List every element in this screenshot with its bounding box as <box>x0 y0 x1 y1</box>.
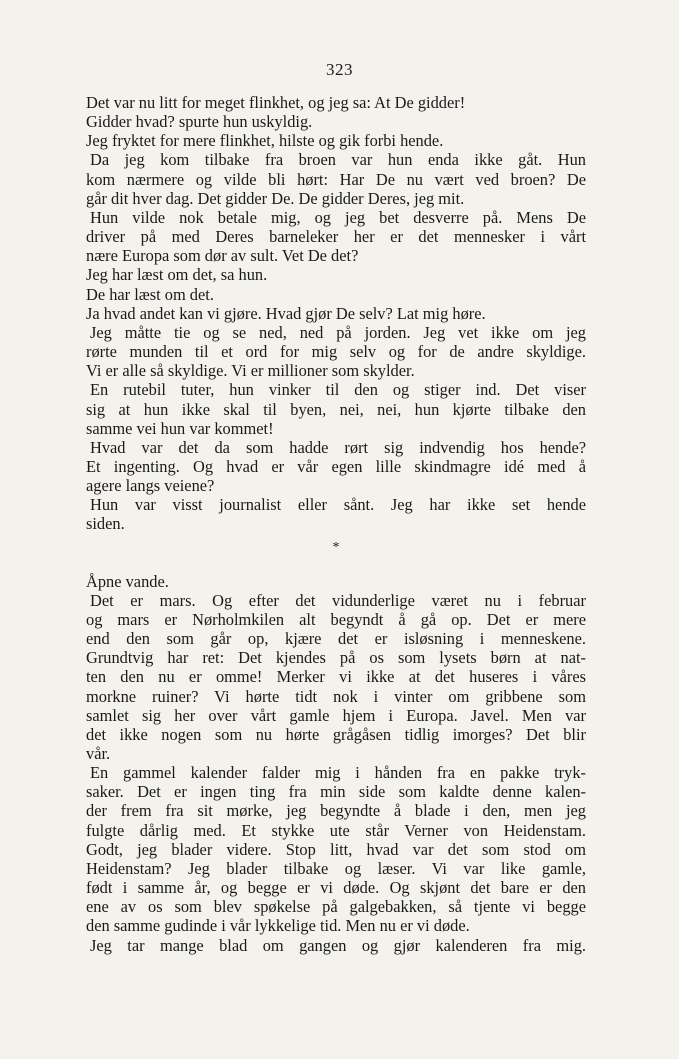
text-line: siden. <box>86 514 125 534</box>
text-line: Det er mars. Og efter det vidunderlige været nu i februar <box>90 590 586 610</box>
text-line: sig at hun ikke skal til byen, nei, nei, hun kjørte tilbake den <box>86 399 586 419</box>
text-line: nære Europa som dør av sult. Vet De det? <box>86 246 359 266</box>
text-line: Gidder hvad? spurte hun uskyldig. <box>86 112 313 132</box>
text-line: En rutebil tuter, hun vinker til den og stiger ind. Det viser <box>90 380 586 400</box>
text-line: der frem fra sit mørke, jeg begyndte å blade i den, men jeg <box>86 801 586 821</box>
text-line: kom nærmere og vilde bli hørt: Har De nu vært ved broen? De <box>86 169 586 189</box>
text-line: går dit hver dag. Det gidder De. De gidder Deres, jeg mit. <box>86 188 465 208</box>
text-line: fulgte dårlig med. Et stykke ute står Verner von Heidenstam. <box>86 820 586 840</box>
text-line: Et ingenting. Og hvad er vår egen lille skindmagre idé med å <box>86 456 586 476</box>
text-line: Hun var visst journalist eller sånt. Jeg har ikke set hende <box>90 495 586 515</box>
text-line: Åpne vande. <box>86 571 169 591</box>
text-line: En gammel kalender falder mig i hånden fra en pakke tryk- <box>90 763 586 783</box>
text-line: Det var nu litt for meget flinkhet, og jeg sa: At De gidder! <box>86 93 466 112</box>
text-line: vår. <box>86 744 111 763</box>
text-line: ten den nu er omme! Merker vi ikke at det huseres i våres <box>86 667 586 687</box>
text-line: driver på med Deres barneleker her er det mennesker i vårt <box>86 227 586 247</box>
text-line: samlet sig her over vårt gamle hjem i Europa. Javel. Men var <box>86 705 586 725</box>
text-line: ene av os som blev spøkelse på galgebakken, så tjente vi begge <box>86 897 586 917</box>
text-line: Jeg måtte tie og se ned, ned på jorden. Jeg vet ikke om jeg <box>90 322 586 342</box>
text-line: Da jeg kom tilbake fra broen var hun enda ikke gåt. Hun <box>90 150 586 170</box>
text-line: Jeg har læst om det, sa hun. <box>86 265 268 285</box>
text-line: rørte munden til et ord for mig selv og for de andre skyldige. <box>86 342 586 362</box>
text-line: den samme gudinde i vår lykkelige tid. Men nu er vi døde. <box>86 916 470 936</box>
text-line: saker. Det er ingen ting fra min side som kaldte denne kalen- <box>86 782 586 802</box>
body-text <box>86 93 586 955</box>
text-line: end den som går op, kjære det er isløsning i menneskene. <box>86 629 586 649</box>
text-line: Vi er alle så skyldige. Vi er millioner som skylder. <box>86 361 415 381</box>
text-line: Hvad var det da som hadde rørt sig indvendig hos hende? <box>90 437 586 457</box>
text-line: Hun vilde nok betale mig, og jeg bet desverre på. Mens De <box>90 207 586 227</box>
text-line: Godt, jeg blader videre. Stop litt, hvad var det som stod om <box>86 839 586 859</box>
text-line: Jeg fryktet for mere flinkhet, hilste og gik forbi hende. <box>86 131 444 151</box>
text-line: Heidenstam? Jeg blader tilbake og læser. Vi var like gamle, <box>86 858 586 878</box>
text-line: født i samme år, og begge er vi døde. Og skjønt det bare er den <box>86 878 586 898</box>
text-line: samme vei hun var kommet! <box>86 418 274 438</box>
text-line: det ikke nogen som nu hørte grågåsen tidlig imorges? Det blir <box>86 724 586 744</box>
text-line: morkne ruiner? Vi hørte tidt nok i vinter om gribbene som <box>86 686 586 706</box>
text-line: agere langs veiene? <box>86 476 215 496</box>
text-line: De har læst om det. <box>86 284 214 304</box>
section-separator: * <box>332 539 340 555</box>
text-line: Ja hvad andet kan vi gjøre. Hvad gjør De selv? Lat mig høre. <box>86 303 486 323</box>
text-line: Jeg tar mange blad om gangen og gjør kalenderen fra mig. <box>90 935 586 955</box>
text-line: og mars er Nørholmkilen alt begyndt å gå op. Det er mere <box>86 609 586 629</box>
page-number: 323 <box>326 60 353 79</box>
text-line: Grundtvig har ret: Det kjendes på os som lysets børn at nat- <box>86 648 586 668</box>
